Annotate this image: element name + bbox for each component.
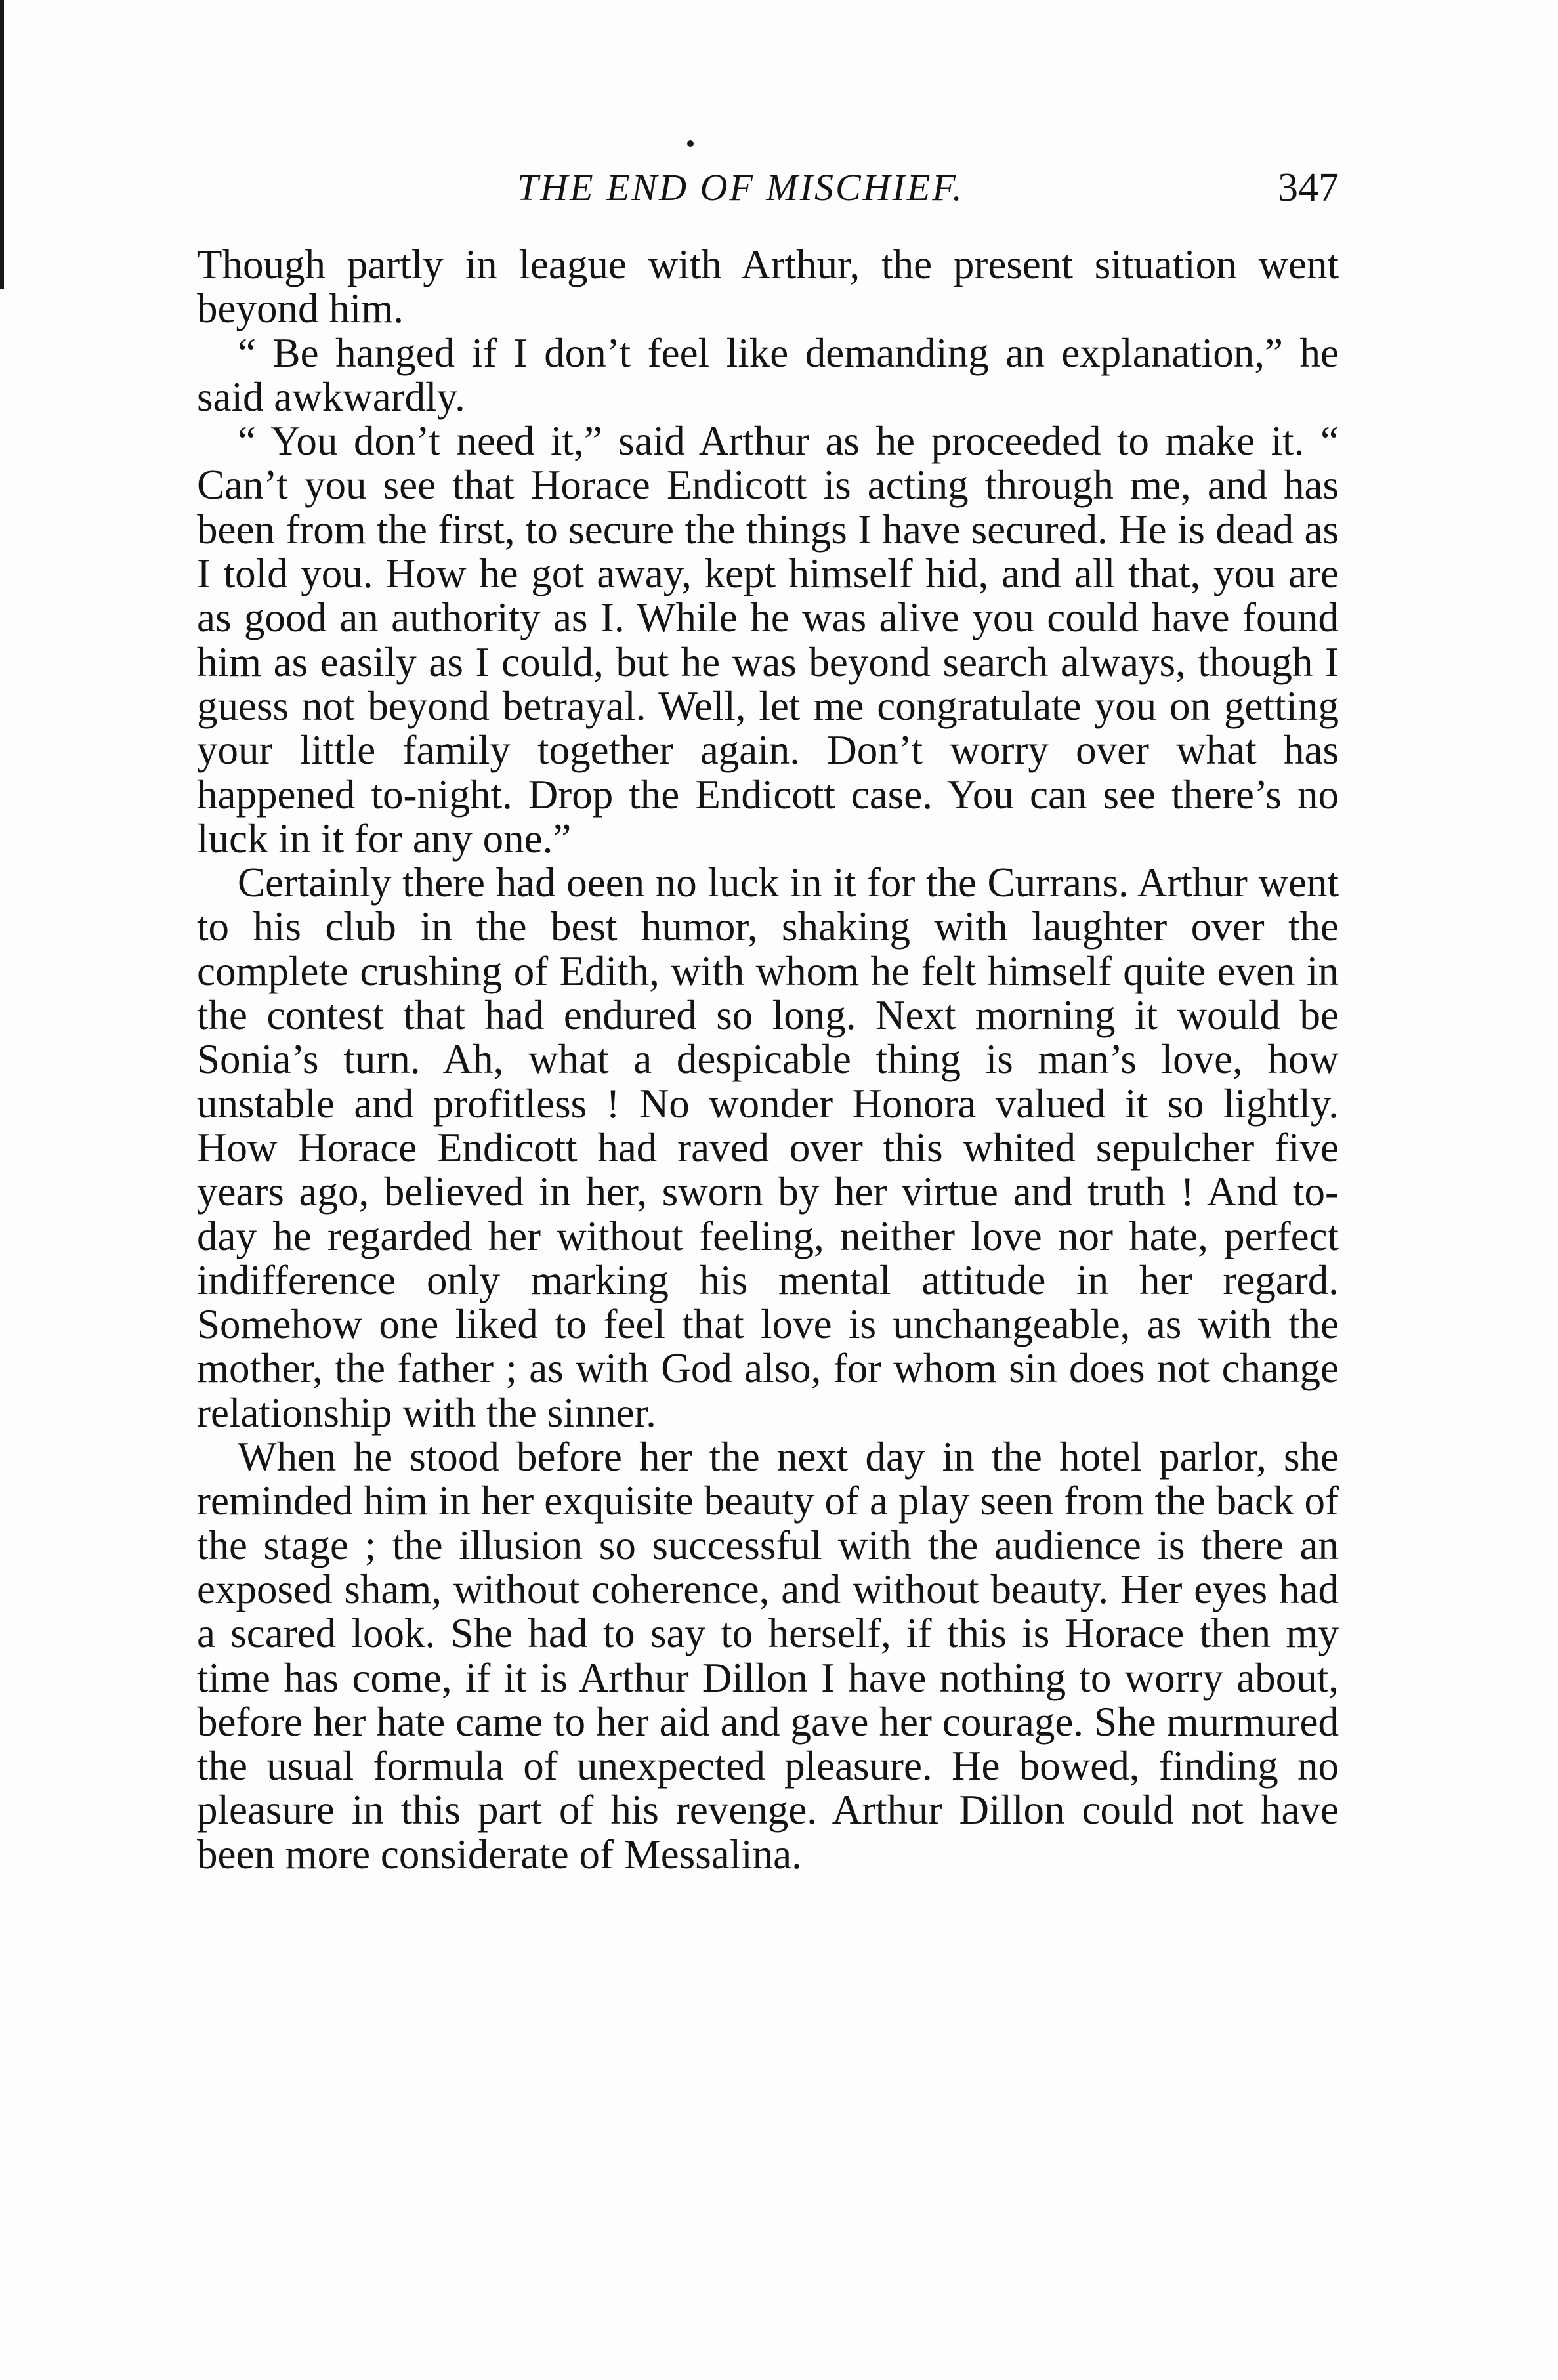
chapter-title: THE END OF MISCHIEF.: [517, 166, 964, 209]
page-number: 347: [1278, 165, 1339, 210]
paragraph-3: “ You don’t need it,” said Arthur as he proceeded to make it. “ Can’t you see that Horace Endicott is acting through me, and has been from the first, to secure the things I have secured. He is dead as I told you. How he got away, kept himself hid, and all that, you are as good an authority as I. While he was alive you could have found him as easily as I could, but he was beyond search always, though I guess not beyond betrayal. Well, let me congratulate you on getting your little family together again. Don’t worry over what has happened to-night. Drop the Endicott case. You can see there’s no luck in it for any one.”: [197, 418, 1339, 862]
paragraph-5: When he stood before her the next day in the hotel parlor, she reminded him in her exquisite beauty of a play seen from the back of the stage ; the illusion so successful with the audience is there an exposed sham, without coherence, and without beauty. Her eyes had a scared look. She had to say to herself, if this is Horace then my time has come, if it is Arthur Dillon I have nothing to worry about, before her hate came to her aid and gave her courage. She murmured the usual formula of unexpected pleasure. He bowed, finding no pleasure in this part of his revenge. Arthur Dillon could not have been more considerate of Messalina.: [197, 1434, 1339, 1877]
body-text: [197, 243, 1339, 1877]
ink-speck: [687, 140, 694, 147]
running-header: [197, 161, 1339, 214]
paragraph-1: Though partly in league with Arthur, the present situation went beyond him.: [197, 241, 1339, 332]
paragraph-2: “ Be hanged if I don’t feel like demanding an explanation,” he said awkwardly.: [197, 329, 1339, 420]
paragraph-4: Certainly there had oeen no luck in it for the Currans. Arthur went to his club in the best humor, shaking with laughter over the complete crushing of Edith, with whom he felt himself quite even in the contest that had endured so long. Next morning it would be Sonia’s turn. Ah, what a despicable thing is man’s love, how unstable and profitless ! No wonder Honora valued it so lightly. How Horace Endicott had raved over this whited sepulcher five years ago, believed in her, sworn by her virtue and truth ! And to-day he regarded her without feeling, neither love nor hate, perfect indifference only marking his mental attitude in her regard. Somehow one liked to feel that love is unchangeable, as with the mother, the father ; as with God also, for whom sin does not change relationship with the sinner.: [197, 860, 1339, 1436]
page-edge-shadow: [0, 0, 4, 289]
